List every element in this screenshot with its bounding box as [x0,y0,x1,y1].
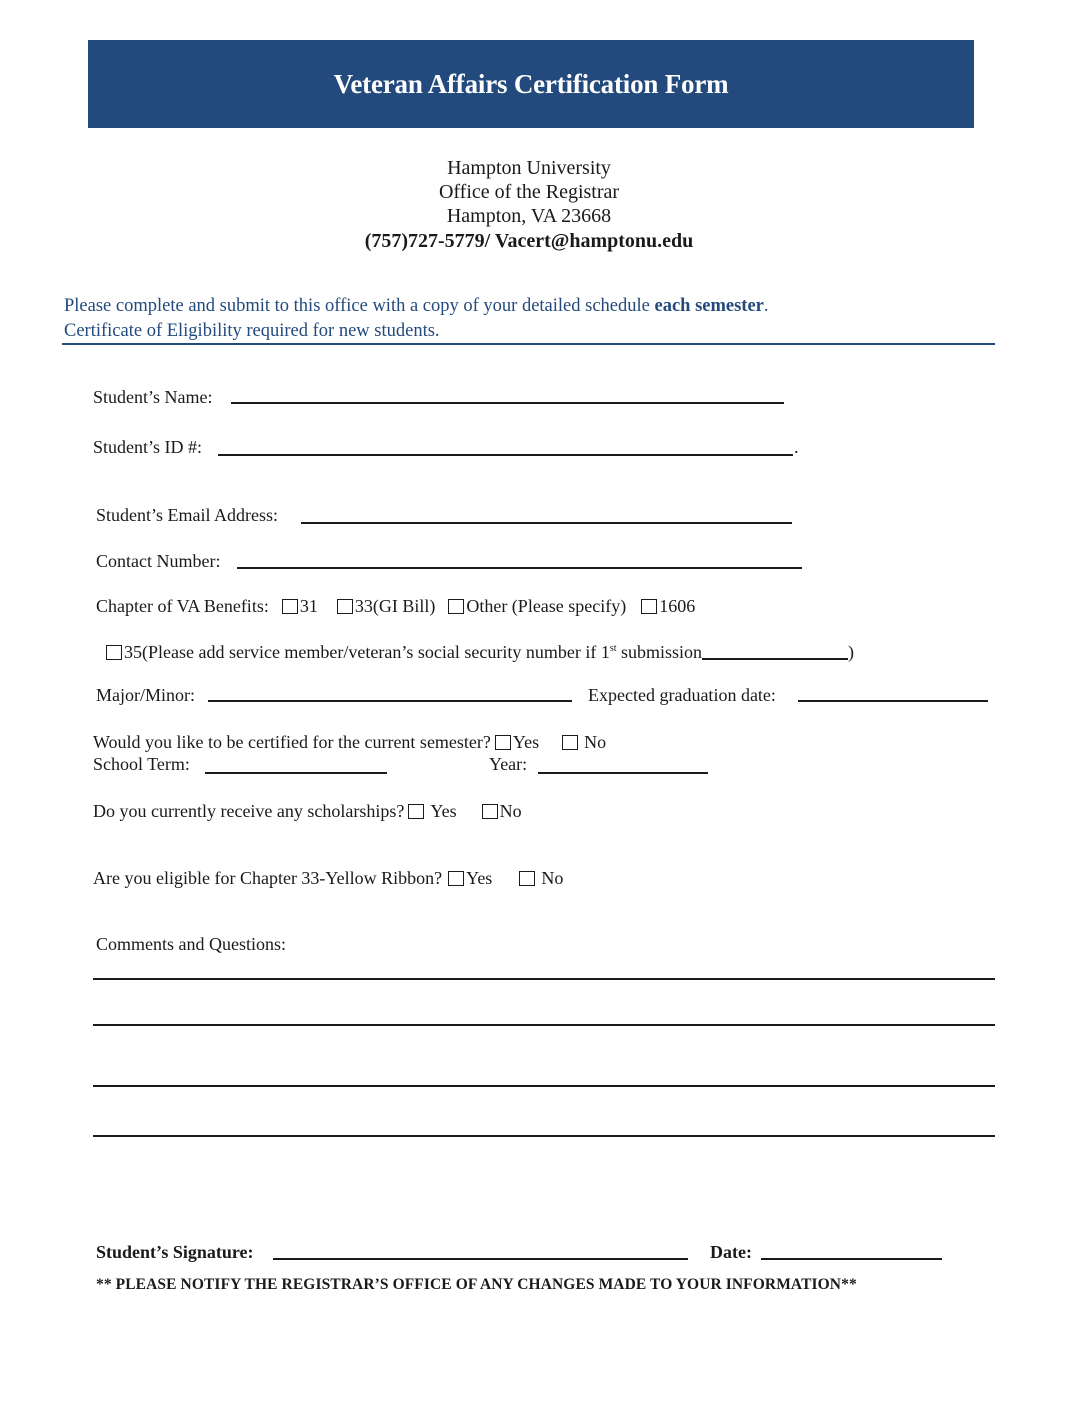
date-label: Date: [710,1242,752,1262]
yellow-ribbon-question: Are you eligible for Chapter 33-Yellow Ribbon? [93,868,443,888]
comment-line-3[interactable] [93,1085,995,1087]
registrar-notice: ** PLEASE NOTIFY THE REGISTRAR’S OFFICE OF ANY CHANGES MADE TO YOUR INFORMATION** [96,1276,857,1293]
chapter-label: Chapter of VA Benefits: [96,596,269,616]
scholarships-row [93,800,522,822]
chapter-1606-label: 1606 [659,596,696,616]
graduation-date-label: Expected graduation date: [588,685,776,705]
scholarships-yes-checkbox[interactable] [408,804,424,819]
email-field[interactable] [301,522,792,524]
school-term-label: School Term: [93,754,190,774]
chapter-35-label-end: submission [616,642,703,662]
chapter-other-checkbox[interactable] [448,599,464,614]
scholarships-yes-label: Yes [430,801,457,821]
scholarships-no-label: No [499,801,522,821]
chapter-31-label: 31 [299,596,318,616]
certify-row [93,731,606,753]
comment-line-2[interactable] [93,1024,995,1026]
chapter-35-checkbox[interactable] [106,645,122,660]
student-id-suffix: . [794,437,799,457]
chapter-35-row [106,641,854,663]
signature-label: Student’s Signature: [96,1242,254,1262]
certify-yes-label: Yes [512,732,540,752]
major-label: Major/Minor: [96,685,195,705]
scholarships-question: Do you currently receive any scholarships? [93,801,405,821]
title-banner [88,40,974,128]
major-field[interactable] [208,700,572,702]
student-id-field[interactable] [218,454,793,456]
email-label: Student’s Email Address: [96,505,278,525]
chapter-33-checkbox[interactable] [337,599,353,614]
certify-no-checkbox[interactable] [562,735,578,750]
year-label: Year: [489,754,528,774]
comment-line-4[interactable] [93,1135,995,1137]
contact-number-label: Contact Number: [96,551,221,571]
university-name: Hampton University [447,157,611,179]
yellow-ribbon-no-label: No [541,868,564,888]
date-field[interactable] [761,1258,942,1260]
contact-number-field[interactable] [237,567,802,569]
yellow-ribbon-row [93,867,563,889]
scholarships-no-checkbox[interactable] [482,804,498,819]
student-name-field[interactable] [231,402,784,404]
chapter-35-label: 35(Please add service member/veteran’s social security number if 1 [124,642,610,662]
instructions-divider [62,343,995,345]
yellow-ribbon-no-checkbox[interactable] [519,871,535,886]
chapter-row [96,595,695,617]
ordinal-suffix: st [609,643,617,654]
contact-line: (757)727-5779/ Vacert@hamptonu.edu [364,230,694,252]
chapter-other-label: Other (Please specify) [466,596,627,616]
instructions-line-2: Certificate of Eligibility required for new students. [64,321,440,341]
each-semester-emphasis: each semester [654,296,764,316]
yellow-ribbon-yes-checkbox[interactable] [448,871,464,886]
ssn-field[interactable] [702,658,848,660]
chapter-1606-checkbox[interactable] [641,599,657,614]
yellow-ribbon-yes-label: Yes [466,868,493,888]
form-title: Veteran Affairs Certification Form [333,68,729,99]
year-field[interactable] [538,772,708,774]
school-term-field[interactable] [205,772,387,774]
address-line: Hampton, VA 23668 [446,205,612,227]
chapter-33-label: 33(GI Bill) [354,596,436,616]
certify-no-label: No [584,732,607,752]
chapter-31-checkbox[interactable] [282,599,298,614]
chapter-35-close: ) [848,642,855,662]
office-name: Office of the Registrar [438,181,620,203]
graduation-date-field[interactable] [798,700,988,702]
instructions-line-1: Please complete and submit to this office with a copy of your detailed schedule each semester. [64,296,769,316]
certify-yes-checkbox[interactable] [495,735,511,750]
comments-label: Comments and Questions: [96,934,286,954]
student-id-label: Student’s ID #: [93,437,203,457]
signature-field[interactable] [273,1258,688,1260]
student-name-label: Student’s Name: [93,387,213,407]
comment-line-1[interactable] [93,978,995,980]
certify-question: Would you like to be certified for the current semester? [93,732,491,752]
